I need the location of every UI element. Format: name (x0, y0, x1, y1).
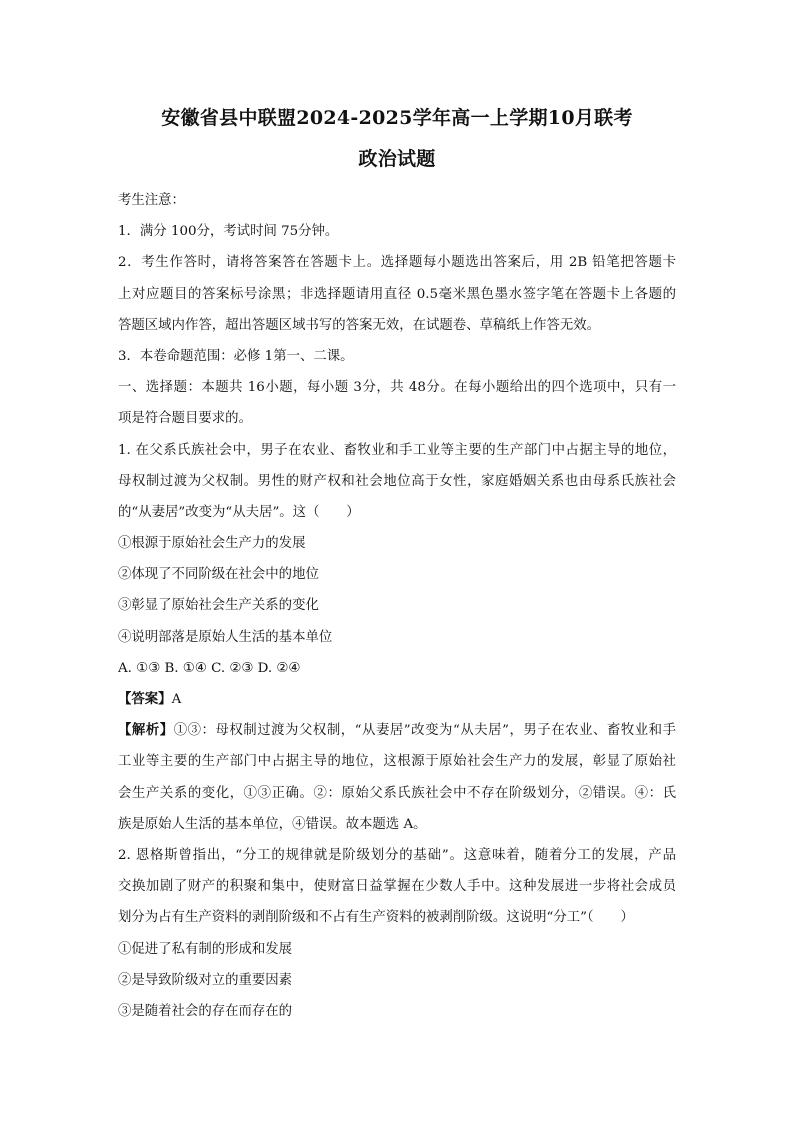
q2-stem-line-2: 交换加剧了财产的积聚和集中，使财富日益掌握在少数人手中。这种发展进一步将社会成员 (118, 879, 676, 895)
q2-option-1: ①促进了私有制的形成和发展 (118, 941, 293, 957)
exam-title: 安徽省县中联盟2024-2025学年高一上学期10月联考 (161, 107, 633, 129)
q1-option-1: ①根源于原始社会生产力的发展 (118, 536, 306, 552)
notice-item-2-line-1: 2．考生作答时，请将答案答在答题卡上。选择题每小题选出答案后，用 2B 铅笔把答题卡 (118, 255, 676, 271)
q1-analysis-line-2: 工业等主要的生产部门中占据主导的地位，这根源于原始社会生产力的发展，彰显了原始社 (118, 754, 676, 770)
q1-analysis-line-3: 会生产关系的变化，①③正确。②：原始父系氏族社会中不存在阶级划分，②错误。④：氏 (118, 785, 676, 801)
notice-item-2-line-2: 上对应题目的答案标号涂黑；非选择题请用直径 0.5毫米黑色墨水签字笔在答题卡上各题的 (118, 286, 676, 302)
notice-item-1: 1．满分 100分，考试时间 75分钟。 (118, 224, 339, 240)
q1-option-4: ④说明部落是原始人生活的基本单位 (118, 629, 333, 645)
q1-choices: A. ①③ B. ①④ C. ②③ D. ②④ (118, 660, 301, 676)
q1-answer (118, 684, 676, 715)
q2-stem-line-1: 2. 恩格斯曾指出，“分工的规律就是阶级划分的基础”。这意味着，随着分工的发展，产品 (118, 847, 676, 863)
q1-option-3: ③彰显了原始社会生产关系的变化 (118, 598, 319, 614)
document-body (118, 185, 676, 1027)
q2-option-2: ②是导致阶级对立的重要因素 (118, 972, 293, 988)
q1-stem-line-2: 母权制过渡为父权制。男性的财产权和社会地位高于女性，家庭婚姻关系也由母系氏族社会 (118, 473, 676, 489)
q2-option-3: ③是随着社会的存在而存在的 (118, 1003, 293, 1019)
q1-option-2: ②体现了不同阶级在社会中的地位 (118, 567, 319, 583)
q1-analysis-text-1: ①③：母权制过渡为父权制，“从妻居”改变为“从夫居”，男子在农业、畜牧业和手 (173, 723, 676, 739)
q1-answer-value: A (171, 692, 182, 707)
notice-item-2-line-3: 答题区域内作答，超出答题区域书写的答案无效，在试题卷、草稿纸上作答无效。 (118, 317, 601, 333)
q1-analysis-line-4: 族是原始人生活的基本单位，④错误。故本题选 A。 (118, 816, 427, 832)
section-intro-line-1: 一、选择题：本题共 16小题，每小题 3分，共 48分。在每小题给出的四个选项中，只有一 (118, 380, 676, 396)
section-intro-line-2: 项是符合题目要求的。 (118, 411, 252, 427)
q1-stem-line-3: 的“从妻居”改变为“从夫居”。这（ ） (118, 504, 360, 520)
notice-heading: 考生注意： (118, 193, 185, 208)
q1-analysis-label: 【解析】 (118, 722, 174, 739)
notice-item-3: 3．本卷命题范围：必修 1第一、二课。 (118, 348, 354, 364)
exam-subtitle: 政治试题 (358, 148, 436, 170)
q1-analysis-line-1 (118, 715, 676, 746)
q1-stem-line-1: 1. 在父系氏族社会中，男子在农业、畜牧业和手工业等主要的生产部门中占据主导的地位， (118, 442, 676, 458)
q1-answer-label: 【答案】 (118, 691, 172, 707)
q2-stem-line-3: 划分为占有生产资料的剥削阶级和不占有生产资料的被剥削阶级。这说明“分工”（ ） (118, 910, 634, 926)
